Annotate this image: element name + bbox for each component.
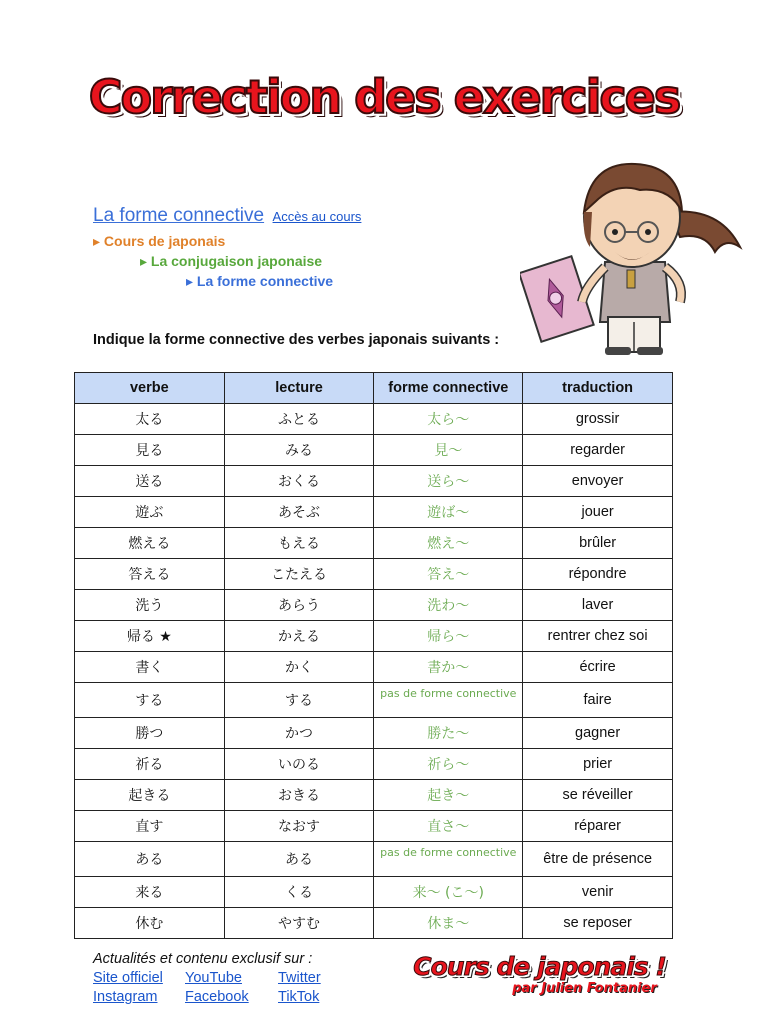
cell-forme: 直さ～ <box>374 811 523 842</box>
conjugation-table <box>74 372 673 939</box>
table-row <box>75 435 673 466</box>
table-row <box>75 877 673 908</box>
cell-traduction: envoyer <box>523 466 673 497</box>
cell-lecture: おくる <box>224 466 374 497</box>
cell-traduction: laver <box>523 590 673 621</box>
cell-lecture: ある <box>224 842 374 877</box>
cell-traduction: brûler <box>523 528 673 559</box>
cell-verbe: ある <box>75 842 225 877</box>
table-row <box>75 749 673 780</box>
cell-verbe: 洗う <box>75 590 225 621</box>
table-row <box>75 497 673 528</box>
cell-forme: pas de forme connective <box>374 842 523 877</box>
table-row <box>75 621 673 652</box>
table-row <box>75 683 673 718</box>
exercise-instruction: Indique la forme connective des verbes japonais suivants : <box>93 332 500 348</box>
header-traduction: traduction <box>523 373 673 404</box>
brand-name: Cours de japonais ! <box>413 952 666 981</box>
cell-lecture: いのる <box>224 749 374 780</box>
cell-verbe: 書く <box>75 652 225 683</box>
table-row <box>75 718 673 749</box>
table-row <box>75 811 673 842</box>
header-verbe: verbe <box>75 373 225 404</box>
social-footer <box>93 951 358 1005</box>
cell-traduction: être de présence <box>523 842 673 877</box>
cell-verbe: 答える <box>75 559 225 590</box>
header-forme: forme connective <box>374 373 523 404</box>
table-row <box>75 908 673 939</box>
breadcrumb-cours[interactable]: ▸ Cours de japonais <box>93 233 226 249</box>
table-row <box>75 780 673 811</box>
cell-lecture: ふとる <box>224 404 374 435</box>
table-row <box>75 652 673 683</box>
cell-traduction: regarder <box>523 435 673 466</box>
cell-lecture: こたえる <box>224 559 374 590</box>
cell-forme: 帰ら～ <box>374 621 523 652</box>
link-facebook[interactable]: Facebook <box>185 989 249 1005</box>
arrow-right-icon: ▸ <box>140 253 148 269</box>
table-body <box>75 404 673 939</box>
link-tiktok[interactable]: TikTok <box>278 989 320 1005</box>
table-row <box>75 404 673 435</box>
cell-traduction: répondre <box>523 559 673 590</box>
cell-lecture: する <box>224 683 374 718</box>
cell-verbe: 来る <box>75 877 225 908</box>
table-row <box>75 466 673 497</box>
table-row <box>75 528 673 559</box>
cell-lecture: おきる <box>224 780 374 811</box>
cell-traduction: se réveiller <box>523 780 673 811</box>
footer-intro: Actualités et contenu exclusif sur : <box>93 951 313 967</box>
cell-forme: 勝た～ <box>374 718 523 749</box>
cell-traduction: jouer <box>523 497 673 528</box>
cell-forme: 答え～ <box>374 559 523 590</box>
cell-verbe: 休む <box>75 908 225 939</box>
cell-verbe: 燃える <box>75 528 225 559</box>
cell-verbe: 起きる <box>75 780 225 811</box>
cell-verbe: 見る <box>75 435 225 466</box>
cell-forme: 太ら～ <box>374 404 523 435</box>
cell-traduction: se reposer <box>523 908 673 939</box>
breadcrumb-conjugaison[interactable]: ▸ La conjugaison japonaise <box>140 253 323 269</box>
cell-forme: 洗わ～ <box>374 590 523 621</box>
course-access-link[interactable]: Accès au cours <box>272 209 362 224</box>
cell-verbe: 太る <box>75 404 225 435</box>
cell-lecture: くる <box>224 877 374 908</box>
cell-forme: 来～ (こ～) <box>374 877 523 908</box>
link-instagram[interactable]: Instagram <box>93 989 158 1005</box>
cell-forme: 送ら～ <box>374 466 523 497</box>
cell-forme: pas de forme connective <box>374 683 523 718</box>
brand-author: par Julien Fontanier <box>512 981 657 996</box>
table-row <box>75 590 673 621</box>
cell-lecture: かえる <box>224 621 374 652</box>
cell-verbe: 帰る ★ <box>75 621 225 652</box>
cell-traduction: gagner <box>523 718 673 749</box>
cell-traduction: venir <box>523 877 673 908</box>
cell-verbe: する <box>75 683 225 718</box>
cell-forme: 休ま～ <box>374 908 523 939</box>
social-links <box>93 970 358 1005</box>
cell-verbe: 直す <box>75 811 225 842</box>
cell-traduction: rentrer chez soi <box>523 621 673 652</box>
cell-traduction: grossir <box>523 404 673 435</box>
link-youtube[interactable]: YouTube <box>185 970 242 986</box>
cell-verbe: 勝つ <box>75 718 225 749</box>
cell-lecture: もえる <box>224 528 374 559</box>
cell-verbe: 遊ぶ <box>75 497 225 528</box>
cell-traduction: réparer <box>523 811 673 842</box>
header-lecture: lecture <box>224 373 374 404</box>
cell-lecture: かく <box>224 652 374 683</box>
cell-verbe: 祈る <box>75 749 225 780</box>
cell-forme: 祈ら～ <box>374 749 523 780</box>
cell-forme: 起き～ <box>374 780 523 811</box>
cell-verbe: 送る <box>75 466 225 497</box>
cell-forme: 燃え～ <box>374 528 523 559</box>
cell-traduction: écrire <box>523 652 673 683</box>
breadcrumb-forme[interactable]: ▸ La forme connective <box>186 273 334 289</box>
mascot-illustration <box>520 152 745 357</box>
cell-lecture: あらう <box>224 590 374 621</box>
cell-lecture: なおす <box>224 811 374 842</box>
cell-forme: 遊ば～ <box>374 497 523 528</box>
table-row <box>75 559 673 590</box>
link-site-officiel[interactable]: Site officiel <box>93 970 163 986</box>
link-twitter[interactable]: Twitter <box>278 970 321 986</box>
page-title: Correction des exercices <box>88 70 680 124</box>
cell-lecture: かつ <box>224 718 374 749</box>
table-header-row <box>75 373 673 404</box>
cell-lecture: みる <box>224 435 374 466</box>
cell-lecture: やすむ <box>224 908 374 939</box>
table-row <box>75 842 673 877</box>
arrow-right-icon: ▸ <box>186 273 194 289</box>
cell-traduction: prier <box>523 749 673 780</box>
cell-traduction: faire <box>523 683 673 718</box>
cell-forme: 見～ <box>374 435 523 466</box>
arrow-right-icon: ▸ <box>93 233 101 249</box>
brand-logo <box>402 952 677 996</box>
cell-forme: 書か～ <box>374 652 523 683</box>
lesson-header <box>93 205 361 227</box>
lesson-title-link[interactable]: La forme connective <box>93 205 265 226</box>
cell-lecture: あそぶ <box>224 497 374 528</box>
